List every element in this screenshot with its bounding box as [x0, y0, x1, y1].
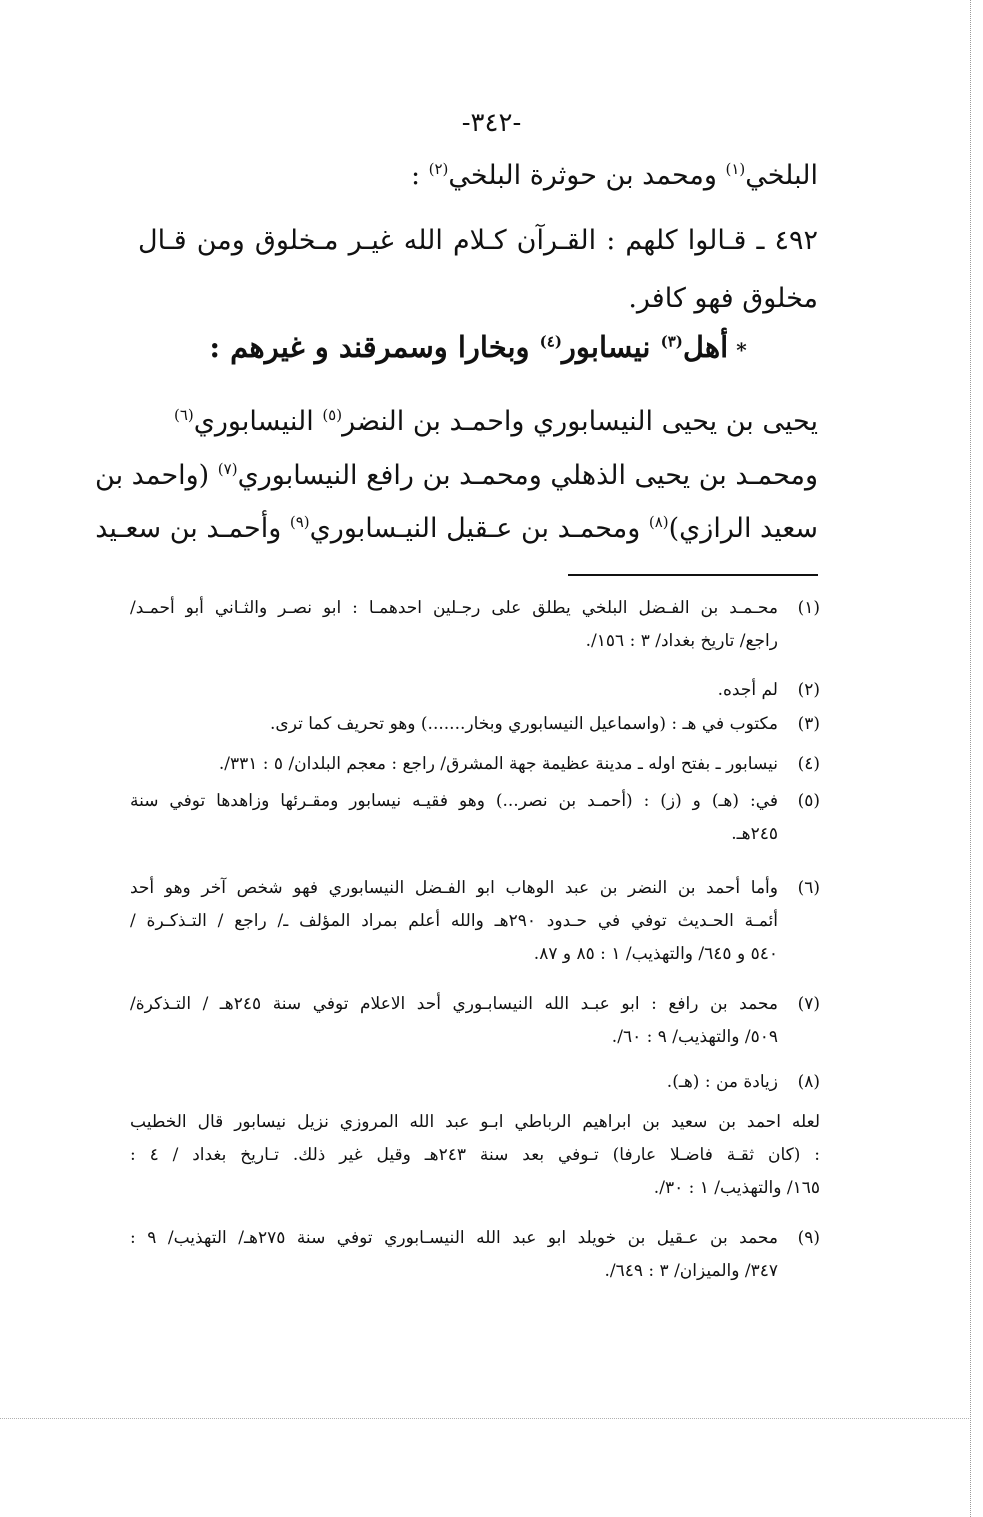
heading-span: أهل	[682, 330, 729, 364]
footnote-number: (٢)	[797, 680, 820, 700]
footnote-line: : (كان ثقـة فاضـلا عارفا) تـوفي بعد سنة ٢٤٣هـ وقيل غير ذلك. تـاريخ بغداد / ٤ :	[130, 1145, 820, 1165]
heading-span: نيسابور	[561, 330, 661, 364]
text-span: ومحمـد بن عـقيل النيـسابوري	[309, 513, 649, 544]
footnote-separator	[568, 574, 818, 576]
text-span: النيسابوري	[193, 406, 323, 437]
text-line: مخلوق فهو كافر.	[628, 283, 818, 314]
text-span: :	[410, 160, 429, 191]
footnote-number: (١)	[797, 598, 820, 618]
text-span: وأحمـد بن سعـيد	[95, 513, 290, 544]
footnote-number: (٤)	[797, 754, 820, 774]
footnote-number: (٥)	[797, 791, 820, 811]
footnote-line: راجع/ تاريخ بغداد/ ٣ : ١٥٦/.	[585, 631, 778, 651]
footnote-line: مكتوب في هـ : (واسماعيل النيسابوري وبخار.......) وهو تحريف كما ترى.	[270, 714, 778, 734]
scan-edge-line	[0, 1418, 969, 1419]
text-line	[95, 513, 818, 544]
footnote-marker[interactable]: (٤)	[539, 332, 562, 351]
footnote-marker[interactable]: (٨)	[648, 513, 669, 531]
footnote-line: ٣٤٧/ والميزان/ ٣ : ٦٤٩/.	[604, 1261, 778, 1281]
footnote-line: لعله احمد بن سعيد بن ابراهيم الرباطي ابـو عبد الله المروزي نزيل نيسابور قال الخطيب	[130, 1112, 820, 1132]
text-line	[174, 406, 818, 437]
text-span: البلخي	[745, 160, 818, 191]
text-span: (واحمد بن	[95, 460, 218, 491]
footnote-line: محمد بن عـقيل بن خويلد ابو عبد الله النيسـابوري توفي سنة ٢٧٥هـ/ التهذيب/ ٩ :	[130, 1228, 778, 1248]
asterisk-marker: *	[736, 338, 747, 362]
footnote-number: (٣)	[797, 714, 820, 734]
footnote-marker[interactable]: (٧)	[217, 460, 238, 478]
heading-span: وبخارا وسمرقند و غيرهم :	[209, 330, 540, 364]
footnote-number: (٧)	[797, 994, 820, 1014]
footnote-line: محمد بن رافع : ابو عبـد الله النيسابـوري أحد الاعلام توفي سنة ٢٤٥هـ / التـذكرة/	[130, 994, 778, 1014]
footnote-number: (٦)	[797, 878, 820, 898]
footnote-line: أئمـة الحـديث توفي في حـدود ٢٩٠هـ والله أعلم بمراد المؤلف ـ/ راجع / التـذكـرة /	[130, 911, 778, 931]
text-span: سعيد الرازي)	[668, 513, 818, 544]
footnote-marker[interactable]: (٦)	[173, 406, 194, 424]
footnote-line: نيسابور ـ بفتح اوله ـ مدينة عظيمة جهة المشرق/ راجع : معجم البلدان/ ٥ : ٣٣١/.	[218, 754, 778, 774]
footnote-marker[interactable]: (٣)	[660, 332, 683, 351]
text-line	[95, 460, 818, 491]
footnote-line: محـمـد بن الفـضل البلخي يطلق على رجـلين احدهمـا : ابو نصـر والثـاني أبو أحمـد/	[130, 598, 778, 618]
text-span: يحيى بن يحيى النيسابوري واحمـد بن النضر	[342, 406, 818, 437]
scan-edge-line	[970, 0, 971, 1517]
page-number: -٣٤٢-	[461, 108, 522, 138]
text-line: ٤٩٢ ـ قـالوا كلهم : القـرآن كـلام الله غيـر مـخلوق ومن قـال	[138, 225, 818, 256]
footnote-line: ٥٤٠ و ٦٤٥/ والتهذيب/ ١ : ٨٥ و ٨٧.	[533, 944, 778, 964]
footnote-line: ٢٤٥هـ.	[731, 824, 778, 844]
footnote-marker[interactable]: (٥)	[322, 406, 343, 424]
footnote-line: ١٦٥/ والتهذيب/ ١ : ٣٠/.	[653, 1178, 820, 1198]
footnote-line: وأما أحمد بن النضر بن عبد الوهاب ابو الفـضل النيسابوري فهو شخص آخر وهو أحد	[130, 878, 778, 898]
text-line	[411, 160, 818, 191]
footnote-line: لم أجده.	[717, 680, 778, 700]
footnote-line: زيادة من : (هـ).	[666, 1072, 778, 1092]
footnote-line: في: (هـ) و (ز) : (أحمـد بن نصر...) وهو فقيـه نيسابور ومقـرئها وزاهدها توفي سنة	[130, 791, 778, 811]
footnote-line: ٥٠٩/ والتهذيب/ ٩ : ٦٠/.	[611, 1027, 778, 1047]
footnote-marker[interactable]: (١)	[725, 160, 746, 178]
text-span: ومحمد بن حوثرة البلخي	[448, 160, 726, 191]
footnote-marker[interactable]: (٢)	[428, 160, 449, 178]
section-heading	[138, 330, 818, 364]
footnote-number: (٨)	[797, 1072, 820, 1092]
text-span: ومحمـد بن يحيى الذهلي ومحمـد بن رافع النيسابوري	[237, 460, 818, 491]
footnote-number: (٩)	[797, 1228, 820, 1248]
footnote-marker[interactable]: (٩)	[289, 513, 310, 531]
